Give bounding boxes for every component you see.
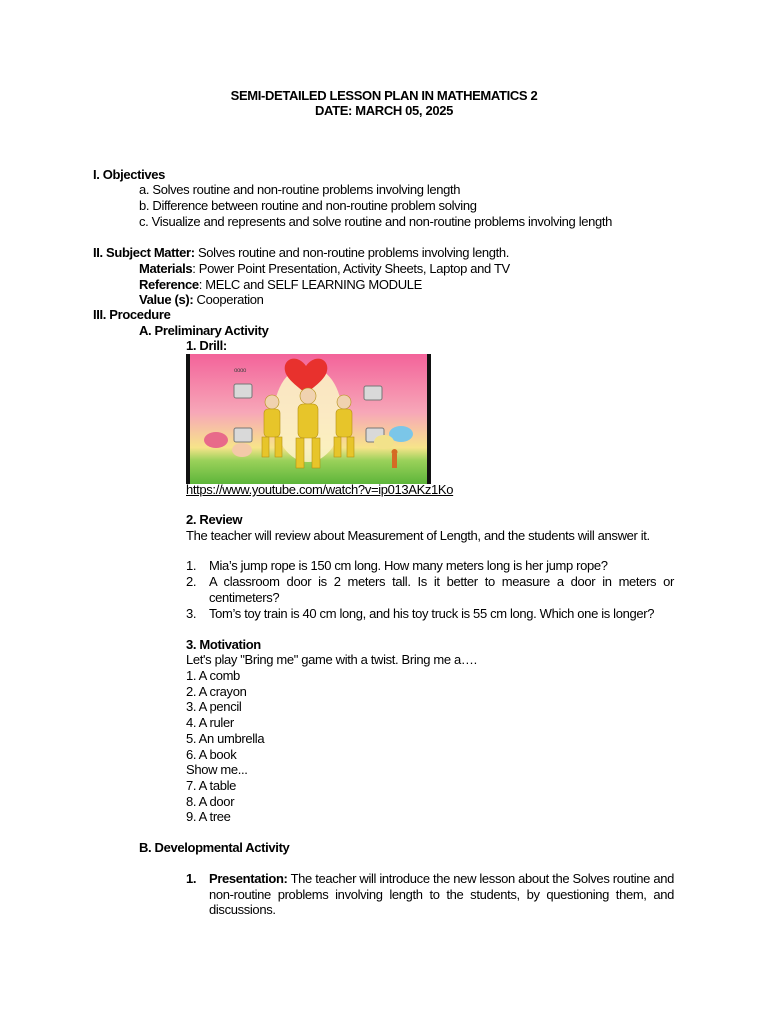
- document-date: DATE: MARCH 05, 2025: [315, 103, 453, 118]
- list-item: 5. An umbrella: [186, 731, 265, 746]
- presentation-text: The teacher will introduce the new lesson about the Solves routine and non-routine problems involving length to the students, by questioning them, and discussions.: [209, 871, 674, 918]
- document-title: SEMI-DETAILED LESSON PLAN IN MATHEMATICS 2: [230, 88, 538, 103]
- svg-text:oooo: oooo: [234, 368, 246, 374]
- presentation-label: Presentation:: [209, 871, 288, 886]
- list-item: 3. A pencil: [186, 699, 242, 714]
- values-label: Value (s):: [139, 292, 194, 307]
- list-item: 1. A comb: [186, 668, 240, 683]
- materials: [139, 261, 510, 277]
- motivation-heading: 3. Motivation: [186, 637, 261, 652]
- objectives-heading: I. Objectives: [93, 167, 166, 182]
- review-heading: 2. Review: [186, 512, 243, 527]
- procedure-heading: III. Procedure: [93, 307, 171, 322]
- list-item: 7. A table: [186, 778, 236, 793]
- drill-video-link[interactable]: https://www.youtube.com/watch?v=ip013AKz1Ko: [186, 482, 454, 497]
- list-item: 6. A book: [186, 747, 237, 762]
- developmental-heading: B. Developmental Activity: [139, 840, 290, 855]
- list-item: 4. A ruler: [186, 715, 234, 730]
- show-me-label: Show me...: [186, 762, 248, 777]
- drill-video-thumbnail[interactable]: [186, 354, 431, 484]
- list-item: 9. A tree: [186, 809, 231, 824]
- reference-label: Reference: [139, 277, 199, 292]
- objective-item: c. Visualize and represents and solve routine and non-routine problems involving length: [139, 214, 613, 229]
- motivation-intro: Let's play "Bring me" game with a twist. Bring me a….: [186, 652, 477, 667]
- list-item: 2. A crayon: [186, 684, 247, 699]
- values: [139, 292, 264, 308]
- review-text: The teacher will review about Measurement of Length, and the students will answer it.: [186, 528, 650, 543]
- materials-label: Materials: [139, 261, 193, 276]
- objective-item: b. Difference between routine and non-routine problem solving: [139, 198, 477, 213]
- subject-matter: [93, 245, 509, 261]
- drill-heading: 1. Drill:: [186, 338, 227, 353]
- subject-matter-label: II. Subject Matter:: [93, 245, 195, 260]
- materials-value: : Power Point Presentation, Activity Sheets, Laptop and TV: [192, 261, 510, 276]
- reference-value: : MELC and SELF LEARNING MODULE: [198, 277, 422, 292]
- list-item: 8. A door: [186, 794, 235, 809]
- subject-matter-value: Solves routine and non-routine problems involving length.: [194, 245, 509, 260]
- values-value: Cooperation: [193, 292, 264, 307]
- reference: [139, 277, 422, 293]
- preliminary-heading: A. Preliminary Activity: [139, 323, 269, 338]
- objective-item: a. Solves routine and non-routine problems involving length: [139, 182, 461, 197]
